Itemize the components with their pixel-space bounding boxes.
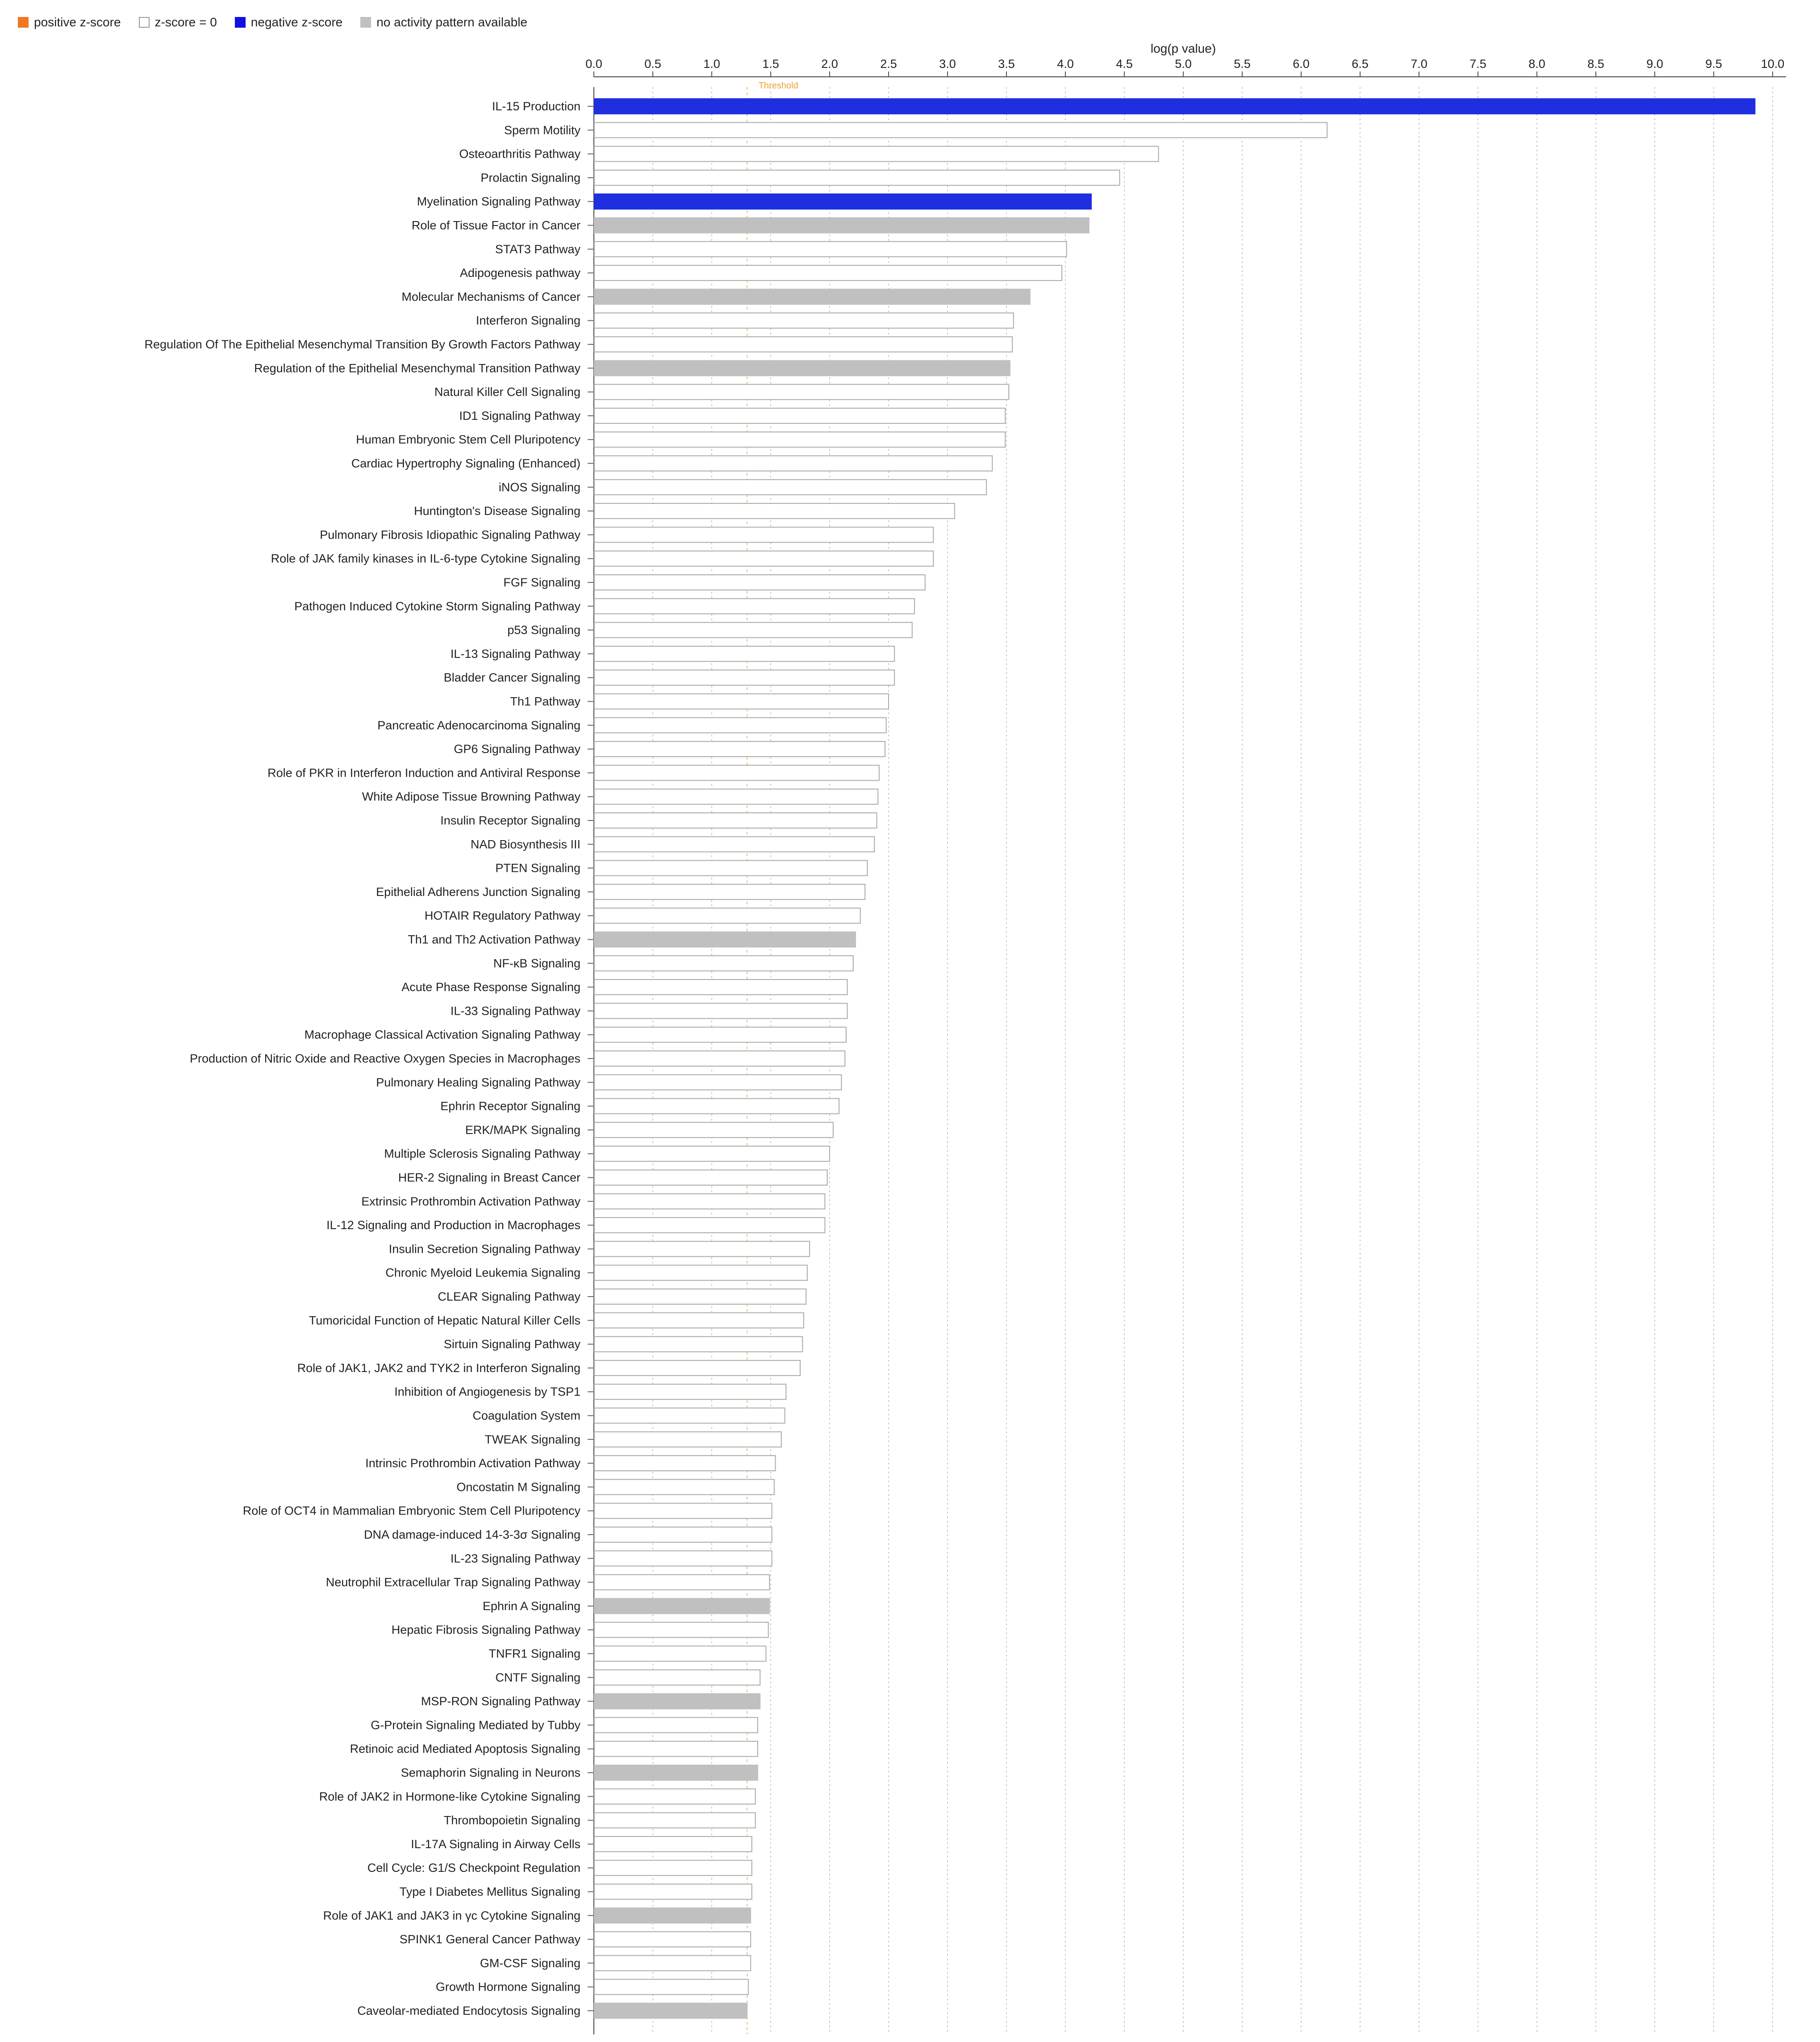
- category-label: Th1 Pathway: [510, 695, 580, 708]
- bar: [594, 551, 933, 566]
- bar: [594, 408, 1005, 423]
- bar: [594, 194, 1091, 209]
- bar: [594, 360, 1010, 376]
- bar: [594, 99, 1755, 114]
- bar: [594, 789, 878, 804]
- bar: [594, 1622, 768, 1637]
- bar: [594, 1479, 774, 1494]
- bar: [594, 2003, 747, 2018]
- category-label: Role of JAK2 in Hormone-like Cytokine Signaling: [319, 1790, 580, 1803]
- bar: [594, 813, 877, 828]
- bar: [594, 337, 1012, 352]
- category-label: CLEAR Signaling Pathway: [438, 1290, 580, 1303]
- bar: [594, 1432, 781, 1447]
- bar: [594, 1241, 810, 1256]
- bar: [594, 503, 955, 519]
- bar: [594, 1884, 752, 1900]
- legend-label: z-score = 0: [154, 15, 217, 29]
- bar: [594, 1789, 756, 1804]
- bar: [594, 1456, 776, 1471]
- category-label: Molecular Mechanisms of Cancer: [401, 290, 580, 304]
- bar: [594, 1122, 833, 1138]
- category-label: White Adipose Tissue Browning Pathway: [362, 790, 580, 803]
- category-label: Interferon Signaling: [476, 314, 580, 327]
- bar: [594, 837, 874, 852]
- category-label: MSP-RON Signaling Pathway: [421, 1695, 580, 1708]
- bar: [594, 170, 1119, 185]
- legend-label: negative z-score: [250, 15, 343, 29]
- category-label: Growth Hormone Signaling: [435, 1980, 580, 1994]
- bar: [594, 718, 886, 733]
- category-label: Ephrin Receptor Signaling: [440, 1099, 580, 1113]
- bar: [594, 527, 933, 542]
- category-label: p53 Signaling: [507, 623, 580, 637]
- bar: [594, 1598, 769, 1614]
- category-label: GM-CSF Signaling: [480, 1956, 580, 1970]
- category-label: Role of PKR in Interferon Induction and Antiviral Response: [267, 766, 580, 780]
- category-label: IL-33 Signaling Pathway: [450, 1004, 580, 1018]
- x-tick-label: 5.0: [1175, 57, 1192, 71]
- bar: [594, 1670, 760, 1685]
- category-label: TNFR1 Signaling: [488, 1647, 580, 1661]
- bar: [594, 1908, 751, 1923]
- bar: [594, 1955, 751, 1971]
- category-label: PTEN Signaling: [495, 861, 580, 875]
- bar: [594, 313, 1014, 328]
- bar: [594, 122, 1327, 138]
- x-tick-label: 10.0: [1761, 57, 1785, 71]
- category-label: Adipogenesis pathway: [459, 266, 580, 280]
- x-tick-label: 7.5: [1469, 57, 1486, 71]
- category-label: Role of JAK1, JAK2 and TYK2 in Interferon Signaling: [297, 1361, 580, 1375]
- bar: [594, 884, 865, 900]
- category-label: G-Protein Signaling Mediated by Tubby: [371, 1718, 580, 1732]
- category-label: Pancreatic Adenocarcinoma Signaling: [377, 718, 580, 732]
- category-label: ERK/MAPK Signaling: [465, 1123, 580, 1137]
- bar: [594, 670, 894, 685]
- bar: [594, 1717, 758, 1732]
- category-label: IL-13 Signaling Pathway: [450, 647, 580, 661]
- bar: [594, 1813, 756, 1828]
- bar: [594, 1694, 760, 1709]
- category-label: CNTF Signaling: [495, 1670, 580, 1684]
- category-label: Pathogen Induced Cytokine Storm Signaling Pathway: [294, 599, 580, 613]
- category-label: IL-12 Signaling and Production in Macrophages: [326, 1218, 580, 1232]
- category-label: Sirtuin Signaling Pathway: [443, 1337, 580, 1351]
- x-axis-label: log(p value): [1150, 42, 1216, 55]
- bar: [594, 1575, 769, 1590]
- bar: [594, 1979, 748, 1995]
- x-tick-label: 1.0: [703, 57, 720, 71]
- bar: [594, 1503, 772, 1519]
- bar: [594, 1051, 845, 1066]
- bar: [594, 1551, 772, 1566]
- category-label: Insulin Receptor Signaling: [440, 814, 580, 827]
- category-label: Macrophage Classical Activation Signaling Pathway: [304, 1028, 580, 1042]
- category-label: Oncostatin M Signaling: [456, 1480, 580, 1494]
- category-label: Sperm Motility: [504, 123, 580, 137]
- category-label: Ephrin A Signaling: [482, 1599, 580, 1613]
- category-label: Role of OCT4 in Mammalian Embryonic Stem Cell Pluripotency: [242, 1504, 580, 1518]
- category-label: Semaphorin Signaling in Neurons: [401, 1766, 580, 1779]
- bar: [594, 456, 992, 471]
- category-label: Role of Tissue Factor in Cancer: [411, 218, 580, 232]
- bar: [594, 598, 914, 614]
- category-label: Thrombopoietin Signaling: [443, 1813, 580, 1827]
- category-label: Coagulation System: [472, 1409, 580, 1423]
- x-tick-label: 3.5: [998, 57, 1015, 71]
- category-label: Huntington's Disease Signaling: [414, 504, 580, 518]
- x-tick-label: 1.5: [762, 57, 779, 71]
- category-label: HER-2 Signaling in Breast Cancer: [398, 1171, 580, 1184]
- bar: [594, 146, 1159, 162]
- category-label: DNA damage-induced 14-3-3σ Signaling: [364, 1528, 580, 1541]
- bar: [594, 1099, 839, 1114]
- legend-label: no activity pattern available: [376, 15, 527, 29]
- category-label: GP6 Signaling Pathway: [454, 742, 580, 756]
- category-label: Bladder Cancer Signaling: [443, 671, 580, 685]
- category-label: NF-κB Signaling: [493, 956, 580, 970]
- category-label: Insulin Secretion Signaling Pathway: [388, 1242, 580, 1256]
- bar: [594, 1003, 847, 1018]
- bar: [594, 1337, 802, 1352]
- category-label: Regulation of the Epithelial Mesenchymal Transition Pathway: [254, 361, 580, 375]
- x-tick-label: 3.0: [939, 57, 956, 71]
- bar: [594, 1265, 807, 1280]
- bar: [594, 218, 1089, 233]
- category-label: Tumoricidal Function of Hepatic Natural Killer Cells: [309, 1314, 580, 1327]
- bar: [594, 646, 894, 661]
- bar: [594, 765, 879, 780]
- x-tick-label: 5.5: [1234, 57, 1251, 71]
- bar: [594, 741, 885, 757]
- category-label: Hepatic Fibrosis Signaling Pathway: [391, 1623, 580, 1637]
- x-tick-label: 0.5: [644, 57, 661, 71]
- category-label: Type I Diabetes Mellitus Signaling: [399, 1885, 580, 1899]
- bar: [594, 1313, 804, 1328]
- bar: [594, 1170, 827, 1185]
- category-label: Epithelial Adherens Junction Signaling: [376, 885, 580, 899]
- category-label: Intrinsic Prothrombin Activation Pathway: [365, 1456, 580, 1470]
- bar: [594, 1860, 752, 1875]
- category-label: Th1 and Th2 Activation Pathway: [408, 933, 580, 946]
- x-tick-label: 6.0: [1293, 57, 1310, 71]
- category-label: Acute Phase Response Signaling: [401, 980, 580, 994]
- category-label: Caveolar-mediated Endocytosis Signaling: [357, 2004, 580, 2017]
- bar: [594, 1646, 766, 1661]
- bar: [594, 1289, 806, 1304]
- category-label: Inhibition of Angiogenesis by TSP1: [394, 1385, 580, 1399]
- bar: [594, 1075, 841, 1090]
- bar: [594, 1408, 785, 1423]
- category-label: Retinoic acid Mediated Apoptosis Signaling: [350, 1742, 580, 1756]
- x-tick-label: 4.5: [1116, 57, 1133, 71]
- threshold-label: Threshold: [758, 81, 798, 91]
- bar: [594, 289, 1030, 304]
- bar: [594, 1527, 772, 1542]
- category-label: Natural Killer Cell Signaling: [434, 385, 580, 399]
- category-label: Cell Cycle: G1/S Checkpoint Regulation: [367, 1861, 580, 1875]
- category-label: NAD Biosynthesis III: [470, 837, 580, 851]
- x-tick-label: 2.5: [880, 57, 897, 71]
- x-tick-label: 8.5: [1587, 57, 1604, 71]
- bar: [594, 242, 1067, 257]
- category-label: IL-23 Signaling Pathway: [450, 1552, 580, 1565]
- bar: [594, 694, 889, 709]
- x-tick-label: 9.0: [1646, 57, 1663, 71]
- bar: [594, 908, 860, 923]
- category-label: Pulmonary Fibrosis Idiopathic Signaling Pathway: [320, 528, 580, 542]
- bar: [594, 265, 1062, 280]
- bar: [594, 956, 853, 971]
- bar: [594, 385, 1009, 400]
- legend-label: positive z-score: [34, 15, 121, 29]
- category-label: IL-17A Signaling in Airway Cells: [411, 1837, 580, 1851]
- category-label: Role of JAK1 and JAK3 in γc Cytokine Signaling: [323, 1908, 580, 1922]
- category-label: Pulmonary Healing Signaling Pathway: [376, 1075, 580, 1089]
- category-label: Multiple Sclerosis Signaling Pathway: [384, 1147, 580, 1161]
- bar: [594, 979, 847, 995]
- category-label: IL-15 Production: [492, 100, 580, 113]
- x-tick-label: 2.0: [821, 57, 838, 71]
- x-tick-label: 0.0: [585, 57, 602, 71]
- category-label: iNOS Signaling: [498, 480, 580, 494]
- bar: [594, 1218, 825, 1233]
- bar: [594, 1384, 786, 1399]
- bar: [594, 480, 986, 495]
- bar: [594, 861, 867, 876]
- category-label: Cardiac Hypertrophy Signaling (Enhanced): [351, 456, 580, 470]
- bar: [594, 432, 1005, 447]
- bar: [594, 1837, 752, 1852]
- category-label: ID1 Signaling Pathway: [459, 409, 580, 423]
- category-label: Role of JAK family kinases in IL-6-type Cytokine Signaling: [271, 552, 580, 565]
- bar: [594, 1194, 825, 1209]
- category-label: SPINK1 General Cancer Pathway: [399, 1933, 580, 1946]
- bar: [594, 932, 856, 947]
- x-tick-label: 6.5: [1352, 57, 1369, 71]
- category-label: Chronic Myeloid Leukemia Signaling: [385, 1266, 580, 1280]
- category-label: Neutrophil Extracellular Trap Signaling Pathway: [326, 1575, 580, 1589]
- x-tick-label: 7.0: [1411, 57, 1428, 71]
- category-label: FGF Signaling: [503, 576, 580, 589]
- category-label: Production of Nitric Oxide and Reactive Oxygen Species in Macrophages: [190, 1052, 580, 1065]
- bar: [594, 1741, 758, 1757]
- category-label: STAT3 Pathway: [495, 242, 580, 256]
- category-label: Extrinsic Prothrombin Activation Pathway: [361, 1194, 580, 1208]
- category-label: Prolactin Signaling: [480, 171, 580, 184]
- bar: [594, 1765, 758, 1780]
- bar: [594, 623, 912, 638]
- bar: [594, 1027, 846, 1042]
- category-label: Osteoarthritis Pathway: [459, 147, 580, 161]
- x-tick-label: 8.0: [1528, 57, 1545, 71]
- category-label: HOTAIR Regulatory Pathway: [424, 909, 580, 923]
- bar: [594, 1146, 830, 1161]
- bar: [594, 1360, 800, 1376]
- bar: [594, 1932, 751, 1947]
- x-tick-label: 4.0: [1057, 57, 1074, 71]
- category-label: Regulation Of The Epithelial Mesenchymal Transition By Growth Factors Pathway: [144, 338, 580, 351]
- category-label: Human Embryonic Stem Cell Pluripotency: [356, 433, 580, 447]
- category-label: Myelination Signaling Pathway: [417, 195, 580, 209]
- bar: [594, 575, 925, 590]
- category-label: TWEAK Signaling: [484, 1432, 580, 1446]
- x-tick-label: 9.5: [1705, 57, 1722, 71]
